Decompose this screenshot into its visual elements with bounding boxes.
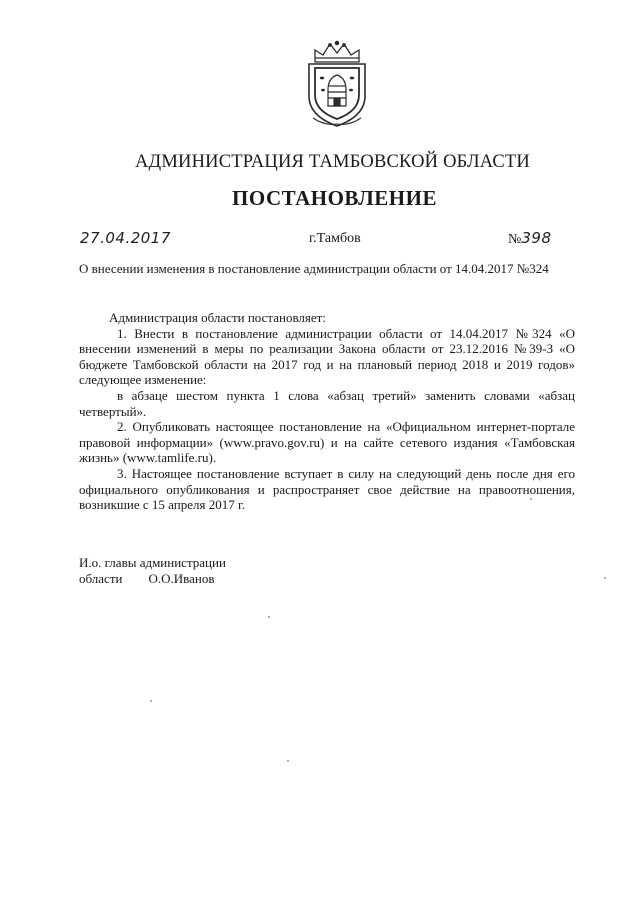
document-subject: О внесении изменения в постановление администрации области от 14.04.2017 №324 [79,261,549,276]
ruling-item-2: 2. Опубликовать настоящее постановление на «Официальном интернет-портале правовой информации» (www.pravo.gov.ru) и на сайте сетевого издания «Тамбовская жизнь» (www.tamlife.ru). [79,419,575,466]
scan-speck [530,498,532,500]
scan-speck [268,616,270,618]
ruling-item-3: 3. Настоящее постановление вступает в силу на следующий день после дня его официального опубликования и распространяет свое действие на правоотношения, возникшие с 15 апреля 2017 г. [79,465,575,513]
scan-speck [604,577,606,579]
signatory-name: О.О.Иванов [148,570,215,586]
number-value: 398 [521,229,552,247]
scan-speck [287,760,289,762]
scan-speck [150,700,152,702]
document-number [508,229,552,248]
ruling-section [79,310,575,513]
signatory-position-line1: И.о. главы администрации [79,555,226,570]
signature-block [79,555,226,586]
number-prefix: № [508,232,522,247]
ruling-item-1: 1. Внести в постановление администрации области от 14.04.2017 №324 «О внесении изменений в меры по реализации Закона области от 23.12.2016 №39-З «О бюджете Тамбовской области на 2017 год и на плановый период 2018 и 2019 годов» следующее изменение: [79,325,575,388]
coat-of-arms-icon [301,40,373,128]
document-city: г.Тамбов [309,231,361,246]
document-type-title: ПОСТАНОВЛЕНИЕ [232,186,437,210]
document-date: 27.04.2017 [80,229,171,247]
ruling-item-1-change: в абзаце шестом пункта 1 слова «абзац третий» заменить словами «абзац четвертый». [79,387,575,419]
authority-name: АДМИНИСТРАЦИЯ ТАМБОВСКОЙ ОБЛАСТИ [135,152,530,172]
ruling-intro: Администрация области постановляет: [109,310,326,325]
signatory-position-line2: области [79,570,123,586]
